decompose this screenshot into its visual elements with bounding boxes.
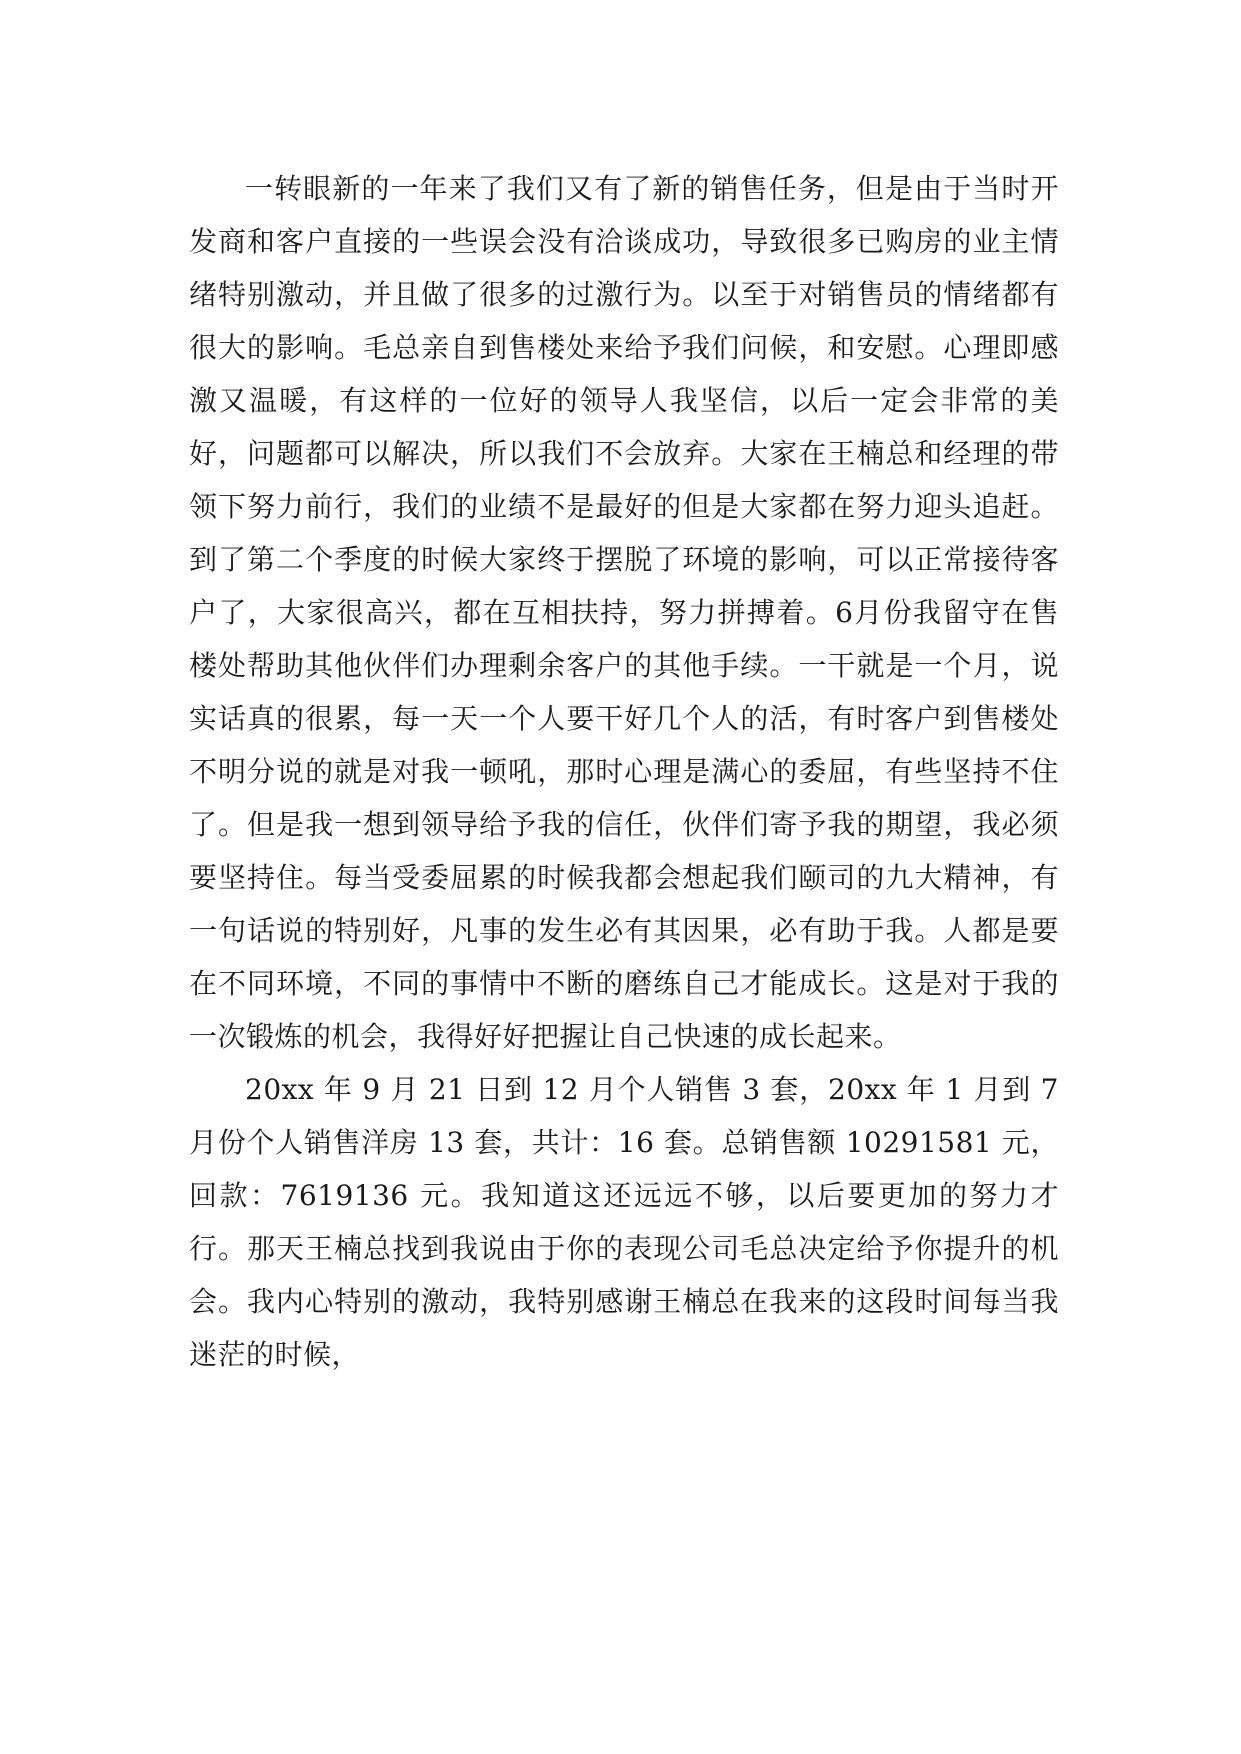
paragraph-1: 一转眼新的一年来了我们又有了新的销售任务，但是由于当时开发商和客户直接的一些误会没有洽谈成功，导致很多已购房的业主情绪特别激动，并且做了很多的过激行为。以至于对销售员的情绪都有很大的影响。毛总亲自到售楼处来给予我们问候，和安慰。心理即感激又温暖，有这样的一位好的领导人我坚信，以后一定会非常的美好，问题都可以解决，所以我们不会放弃。大家在王楠总和经理的带领下努力前行，我们的业绩不是最好的但是大家都在努力迎头追赶。到了第二个季度的时候大家终于摆脱了环境的影响，可以正常接待客户了，大家很高兴，都在互相扶持，努力拼搏着。6月份我留守在售楼处帮助其他伙伴们办理剩余客户的其他手续。一干就是一个月，说实话真的很累，每一天一个人要干好几个人的活，有时客户到售楼处不明分说的就是对我一顿吼，那时心理是满心的委屈，有些坚持不住了。但是我一想到领导给予我的信任，伙伴们寄予我的期望，我必须要坚持住。每当受委屈累的时候我都会想起我们颐司的九大精神，有一句话说的特别好，凡事的发生必有其因果，必有助于我。人都是要在不同环境，不同的事情中不断的磨练自己才能成长。这是对于我的一次锻炼的机会，我得好好把握让自己快速的成长起来。 — [189, 172, 1059, 1053]
body-text — [189, 162, 1059, 1381]
paragraph-2: 20xx 年 9 月 21 日到 12 月个人销售 3 套，20xx 年 1 月到 7 月份个人销售洋房 13 套，共计：16 套。总销售额 10291581 元，回款：7619136 元。我知道这还远远不够，以后要更加的努力才行。那天王楠总找到我说由于你的表现公司毛总决定给予你提升的机会。我内心特别的激动，我特别感谢王楠总在我来的这段时间每当我迷茫的时候， — [189, 1073, 1059, 1371]
